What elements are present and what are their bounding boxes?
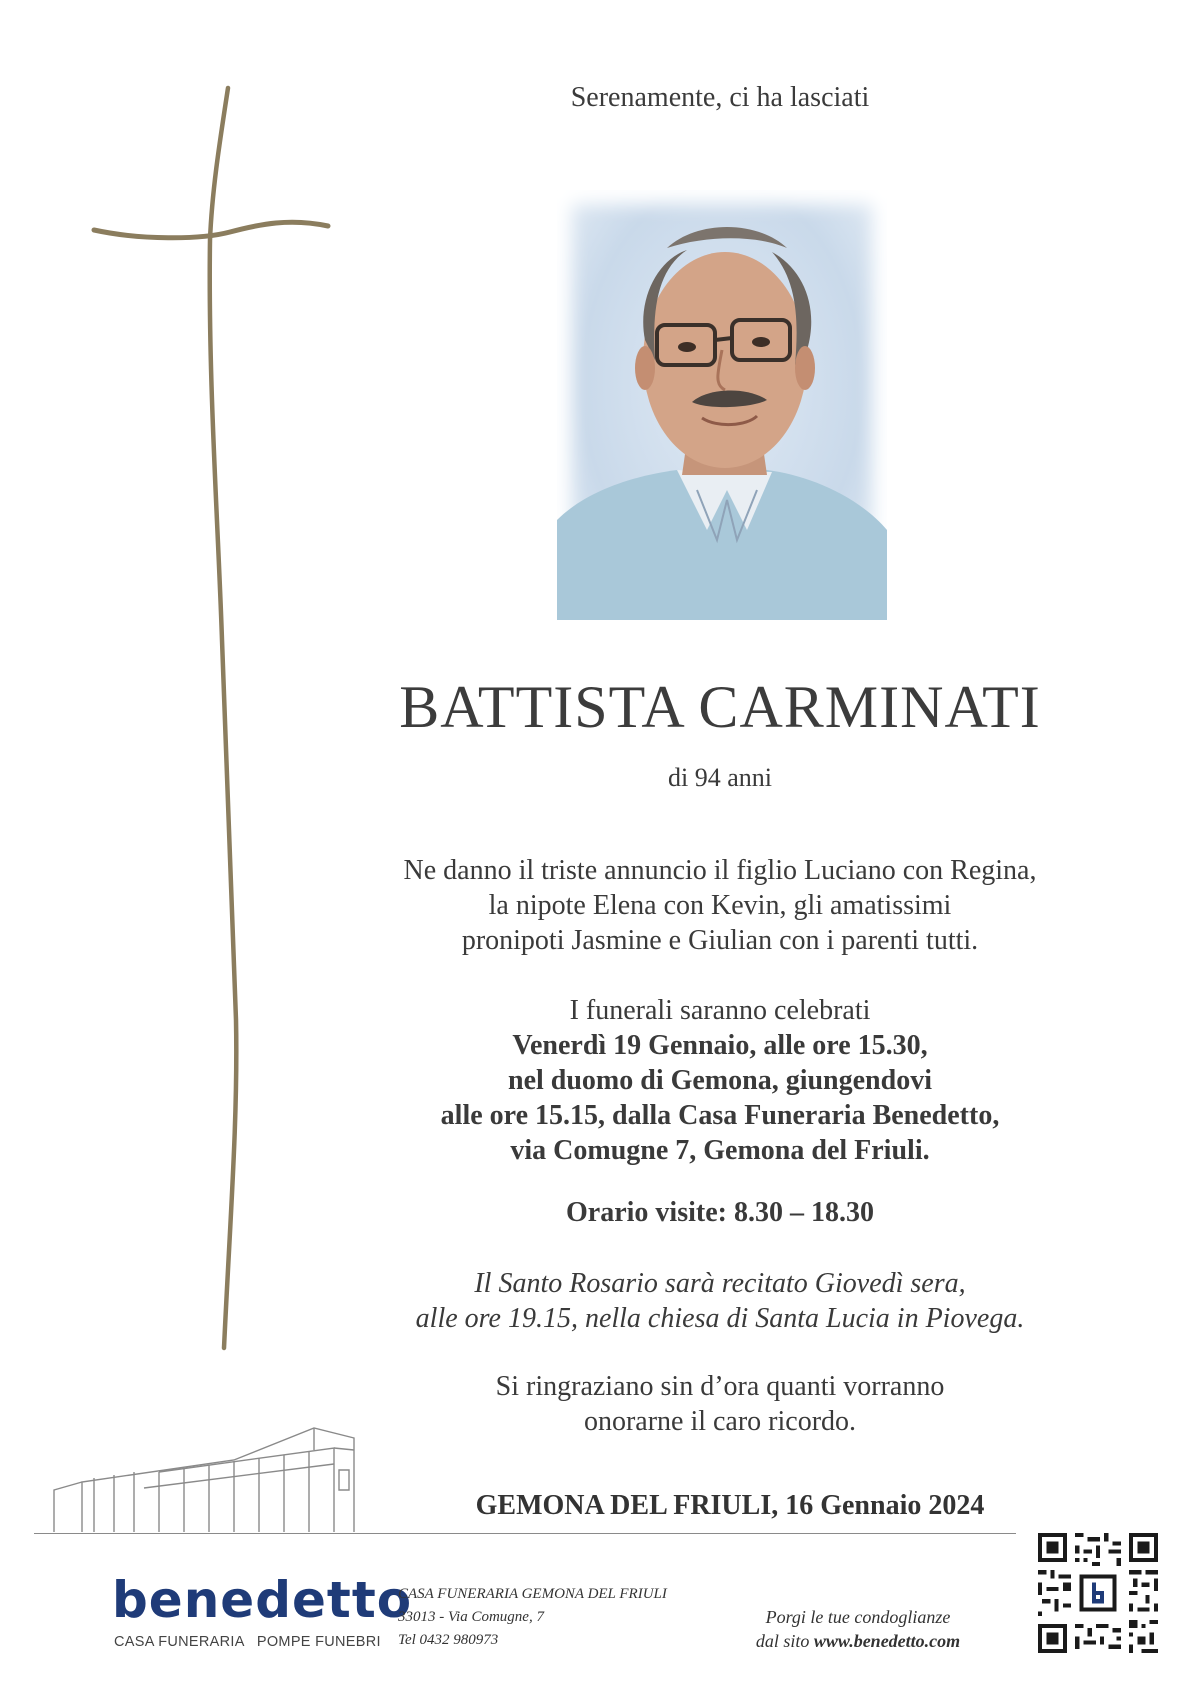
address-line: 33013 - Via Comugne, 7 xyxy=(398,1609,544,1625)
address-line: CASA FUNERARIA GEMONA DEL FRIULI xyxy=(398,1586,667,1602)
deceased-name: BATTISTA CARMINATI xyxy=(399,674,1041,740)
portrait-photo xyxy=(557,190,887,620)
rosary-info xyxy=(340,1266,1100,1336)
thanks-text xyxy=(340,1369,1100,1439)
announcement-line: la nipote Elena con Kevin, gli amatissimi xyxy=(488,890,952,921)
cross-icon xyxy=(90,80,350,1380)
thanks-line: Si ringraziano sin d’ora quanti vorranno xyxy=(495,1371,945,1402)
intro-text: Serenamente, ci ha lasciati xyxy=(570,82,870,113)
thanks-line: onorarne il caro ricordo. xyxy=(583,1406,857,1437)
deceased-age: di 94 anni xyxy=(668,763,772,792)
qr-code-icon[interactable] xyxy=(1038,1533,1158,1653)
benedetto-logo: benedetto xyxy=(112,1571,413,1629)
site-prefix: dal sito xyxy=(755,1631,814,1651)
announcement-line: Ne danno il triste annuncio il figlio Luciano con Regina, xyxy=(403,855,1037,886)
rosary-line: Il Santo Rosario sarà recitato Giovedì sera, xyxy=(474,1268,966,1299)
building-line-art xyxy=(34,1420,364,1535)
announcement xyxy=(340,853,1100,958)
funeral-info xyxy=(340,993,1100,1168)
funeral-home-address xyxy=(398,1583,667,1652)
condolences-text: Porgi le tue condoglianze xyxy=(765,1607,951,1627)
visiting-hours: Orario visite: 8.30 – 18.30 xyxy=(566,1197,874,1228)
rosary-line: alle ore 19.15, nella chiesa di Santa Lucia in Piovega. xyxy=(415,1303,1025,1334)
funeral-detail-line: via Comugne 7, Gemona del Friuli. xyxy=(510,1135,930,1166)
condolences-note xyxy=(718,1605,998,1653)
funeral-detail-line: alle ore 15.15, dalla Casa Funeraria Benedetto, xyxy=(440,1100,1000,1131)
announcement-line: pronipoti Jasmine e Giulian con i parenti tutti. xyxy=(461,925,979,956)
funeral-intro: I funerali saranno celebrati xyxy=(569,995,871,1026)
website-link[interactable]: www.benedetto.com xyxy=(813,1631,961,1651)
funeral-detail-line: nel duomo di Gemona, giungendovi xyxy=(508,1065,932,1096)
place-and-date: GEMONA DEL FRIULI, 16 Gennaio 2024 xyxy=(475,1490,985,1521)
footer-divider xyxy=(34,1533,1016,1534)
funeral-detail-line: Venerdì 19 Gennaio, alle ore 15.30, xyxy=(512,1030,928,1061)
logo-subtitle: CASA FUNERARIA POMPE FUNEBRI xyxy=(114,1634,381,1650)
address-line: Tel 0432 980973 xyxy=(398,1632,499,1648)
